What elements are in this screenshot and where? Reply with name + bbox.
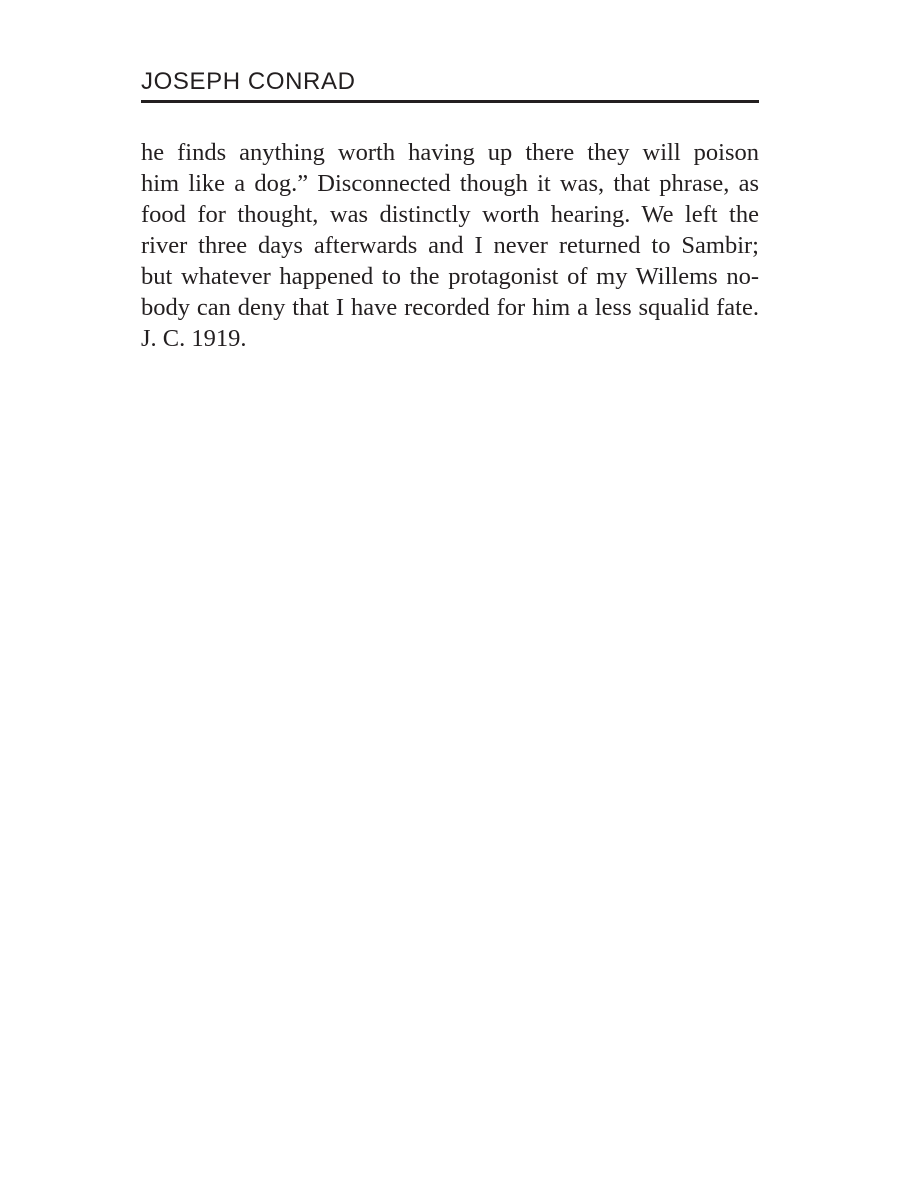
text-line: but whatever happened to the protagonist of my Willems no-: [141, 263, 759, 290]
text-line: him like a dog.” Disconnected though it was, that phrase, as: [141, 170, 759, 197]
running-head-title: JOSEPH CONRAD: [141, 68, 356, 95]
header-rule: [141, 100, 759, 103]
running-head: [141, 68, 759, 103]
body-text: [141, 137, 759, 354]
text-line: food for thought, was distinctly worth hearing. We left the: [141, 201, 759, 228]
text-line: he finds anything worth having up there they will poison: [141, 139, 759, 166]
text-line: body can deny that I have recorded for him a less squalid fate.: [141, 294, 759, 321]
text-line: river three days afterwards and I never returned to Sambir;: [141, 232, 759, 259]
signature-date-line: J. C. 1919.: [141, 325, 247, 352]
